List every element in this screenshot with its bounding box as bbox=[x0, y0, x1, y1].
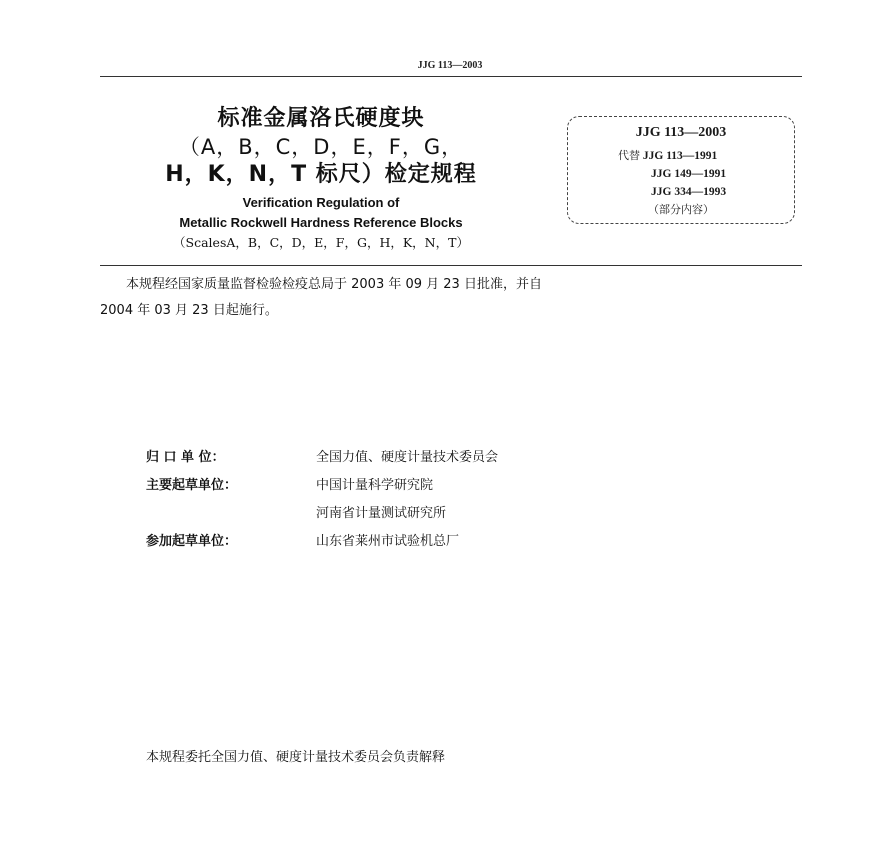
replaces-label: 代替 bbox=[618, 149, 640, 162]
replaces-line-1 bbox=[618, 147, 717, 165]
title-en-line-1: Verification Regulation of bbox=[242, 195, 400, 210]
replaced-standard-1: JJG 113—1991 bbox=[642, 150, 718, 162]
title-block bbox=[96, 105, 546, 253]
header-rule bbox=[100, 76, 802, 77]
title-scales: （ScalesA，B，C，D，E，F，G，H，K，N，T） bbox=[173, 235, 469, 250]
info-value: 全国力值、硬度计量技术委员会 bbox=[316, 450, 499, 465]
approval-line-2: 2004 年 03 月 23 日起施行。 bbox=[100, 303, 278, 318]
info-value: 中国计量科学研究院 bbox=[316, 478, 434, 493]
approval-line-1: 本规程经国家质量监督检验检疫总局于 2003 年 09 月 23 日批准，并自 bbox=[126, 277, 542, 292]
info-label: 参加起草单位： bbox=[146, 534, 238, 549]
title-zh-line-1: 标准金属洛氏硬度块 bbox=[217, 106, 425, 131]
title-rule bbox=[100, 265, 802, 266]
standard-code-box bbox=[567, 116, 795, 224]
approval-statement bbox=[100, 272, 802, 324]
replaced-standard-2: JJG 149—1991 bbox=[651, 168, 727, 180]
info-value: 河南省计量测试研究所 bbox=[316, 506, 447, 521]
info-label: 主要起草单位： bbox=[146, 478, 238, 493]
title-en-line-2: Metallic Rockwell Hardness Reference Blocks bbox=[179, 215, 463, 230]
info-label: 归 口 单 位： bbox=[146, 450, 225, 465]
interpretation-note: 本规程委托全国力值、硬度计量技术委员会负责解释 bbox=[146, 750, 446, 765]
running-head: JJG 113—2003 bbox=[417, 60, 483, 71]
partial-content-note: （部分内容） bbox=[648, 203, 714, 216]
info-value: 山东省莱州市试验机总厂 bbox=[316, 534, 460, 549]
standard-code: JJG 113—2003 bbox=[635, 125, 727, 140]
title-zh-line-2: （A，B，C，D，E，F，G， bbox=[178, 135, 464, 159]
replaced-standard-3: JJG 334—1993 bbox=[651, 186, 727, 198]
title-zh-line-3: H，K，N，T 标尺）检定规程 bbox=[165, 162, 477, 187]
